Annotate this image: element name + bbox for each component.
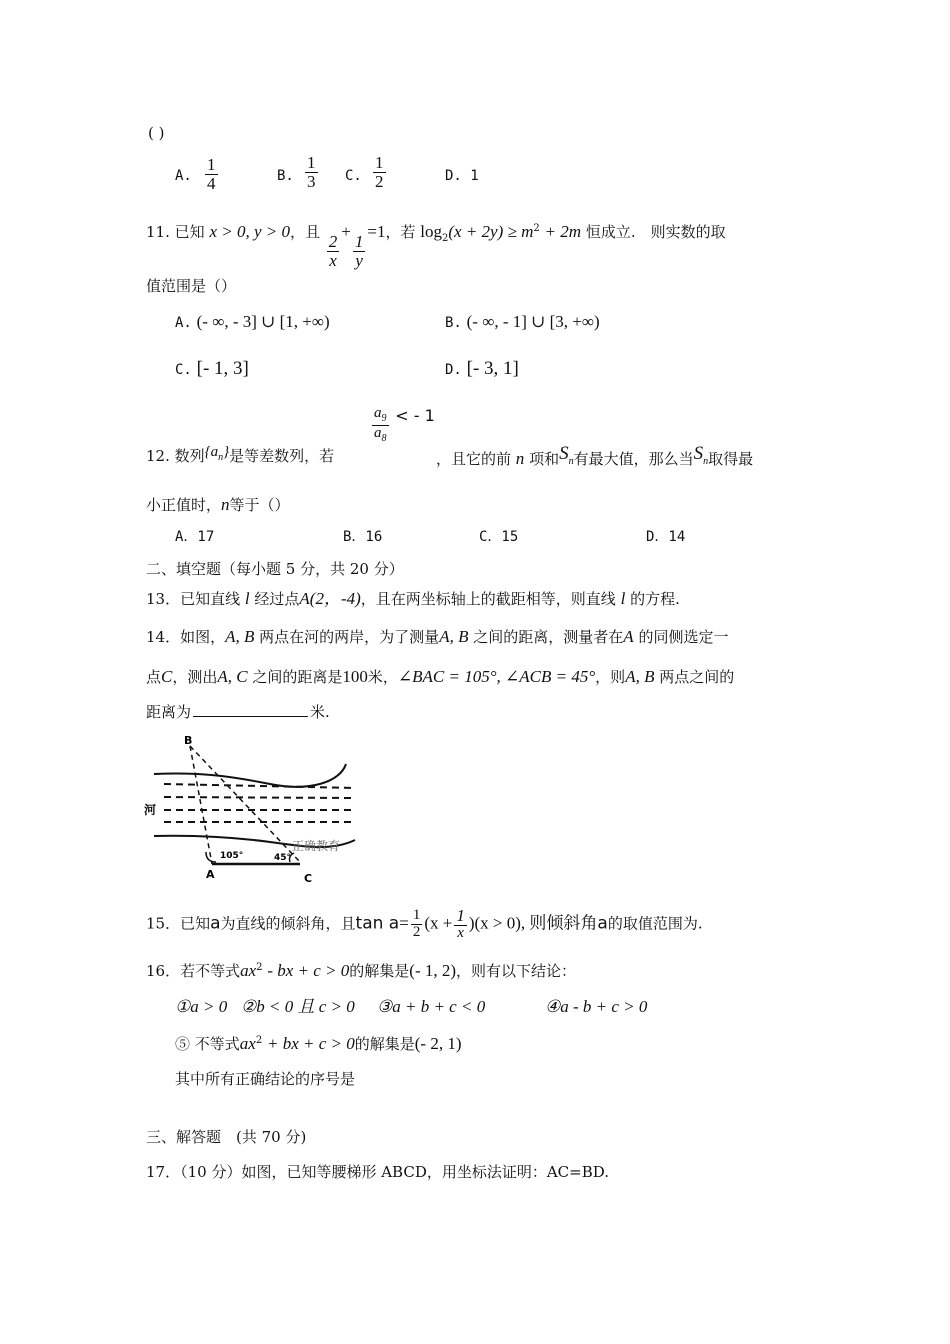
q11-option-c: C. [- 1, 3]	[175, 358, 249, 379]
q13: 13．已知直线 l 经过点A(2，-4)，且在两坐标轴上的截距相等，则直线 l 的方程.	[146, 589, 680, 608]
q16-conclusion-5: ⑤ 不等式$ax^2$ + bx + c > 0的解集是(- 2, 1)	[175, 1034, 462, 1053]
q11-option-b: B. (- ∞, - 1] ∪ [3, +∞)	[445, 312, 600, 331]
q15: 15．已知a为直线的倾斜角，且tan a= $\frac{1}{2}$ (x + $\frac{1}{x}$ )(x > 0), 则倾斜角a的取值范围为.	[146, 906, 703, 941]
q16-last-line: 其中所有正确结论的序号是	[175, 1070, 356, 1088]
section-2-heading: 二、填空题（每小题 5 分，共 20 分）	[146, 560, 404, 578]
q11-option-a: A. (- ∞, - 3] ∪ [1, +∞)	[175, 312, 330, 331]
q16-conclusion-2: ②b < 0 且 c > 0	[241, 997, 355, 1016]
q12-line1-end: ，且它的前 n 项和$S_n$有最大值，那么当$S_n$取得最	[436, 443, 754, 468]
q12-fraction: $\frac{a_9}{a_8}$ < - 1	[374, 405, 435, 444]
q10-option-a-fraction: $\frac{1}{4}$	[207, 155, 216, 193]
river-figure	[140, 732, 380, 888]
label-a: A	[206, 868, 215, 881]
q16-conclusion-3: ③a + b + c < 0	[377, 997, 486, 1016]
q12-option-d: D．14	[646, 529, 686, 545]
label-b: B	[184, 734, 193, 747]
answer-paren: ( )	[148, 124, 165, 142]
q12-option-b: B．16	[343, 529, 383, 545]
label-river: 河	[144, 803, 157, 817]
q10-option-b-fraction: $\frac{1}{3}$	[307, 153, 316, 191]
q10-option-a-label: A.	[175, 168, 192, 184]
q10-option-c-label: C.	[345, 168, 362, 184]
q10-option-b-label: B.	[277, 168, 294, 184]
q12-option-c: C．15	[479, 529, 519, 545]
q17: 17．（10 分）如图，已知等腰梯形 ABCD，用坐标法证明：AC=BD.	[146, 1163, 610, 1181]
q12-line2: 小正值时，n等于（）	[146, 495, 290, 514]
q11-line1: 11. 已知 x > 0, y > 0，且 $\frac{2}{x}$ + $\frac{1}{y}$ =1，若 $\log_2(x + 2y) \ge m^2 + 2m$ 恒成立. 则实数的取	[146, 222, 726, 270]
q11-option-d: D. [- 3, 1]	[445, 358, 519, 379]
label-angle-45: 45°	[274, 853, 292, 863]
watermark: 正确教育	[292, 839, 341, 853]
q12-option-a: A．17	[175, 529, 215, 545]
label-angle-105: 105°	[220, 851, 244, 861]
q10-option-c-fraction: $\frac{1}{2}$	[375, 153, 384, 191]
q14-line1: 14．如图，A, B 两点在河的两岸，为了测量A, B 之间的距离，测量者在A 的同侧选定一	[146, 627, 729, 646]
q16-conclusion-1: ①a > 0	[175, 997, 228, 1016]
q12-line1-start: 12. 数列$\{a_n\}$是等差数列，若	[146, 444, 335, 465]
q16-line1: 16．若不等式$ax^2$ - bx + c > 0的解集是(- 1, 2)，则有以下结论：	[146, 961, 577, 980]
q10-option-d: D. 1	[445, 168, 479, 184]
section-3-heading: 三、解答题 (共 70 分)	[146, 1128, 307, 1146]
q11-line2: 值范围是（）	[146, 277, 237, 295]
q16-conclusion-4: ④a - b + c > 0	[545, 997, 648, 1016]
label-c: C	[304, 872, 313, 885]
q14-line3: 距离为 米.	[146, 703, 330, 721]
q14-line2: 点C，测出A, C 之间的距离是100米，∠BAC = 105°, ∠ACB = 45°，则A, B 两点之间的	[146, 667, 735, 686]
answer-blank[interactable]	[193, 716, 308, 717]
